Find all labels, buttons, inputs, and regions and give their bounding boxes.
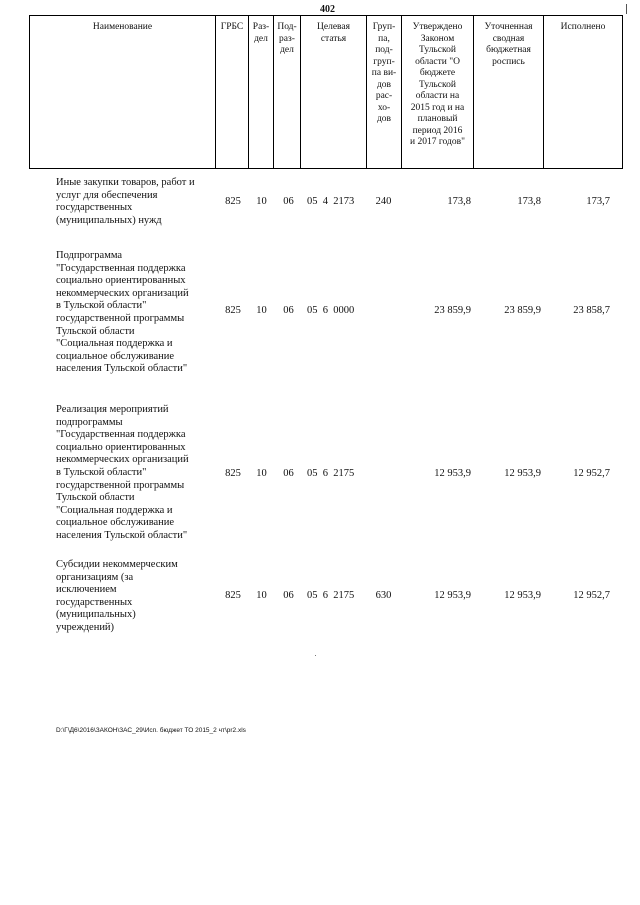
header-razdel: Раз- дел [249, 16, 274, 168]
row-name: Иные закупки товаров, работ и услуг для обеспечения государственных (муниципальных) нужд [56, 177, 195, 226]
header-target-article: Целевая статья [301, 16, 367, 168]
header-expense-group: Груп- па, под- груп- па ви- дов рас- хо- дов [367, 16, 402, 168]
row-approved: 23 859,9 [434, 305, 471, 316]
row-target-article: 05 6 0000 [307, 305, 355, 316]
header-refined: Уточненная сводная бюджетная роспись [474, 16, 544, 168]
row-grbs: 825 [225, 305, 241, 316]
header-executed: Исполнено [544, 16, 623, 168]
header-grbs: ГРБС [216, 16, 249, 168]
row-executed: 12 952,7 [573, 590, 610, 601]
row-grbs: 825 [225, 196, 241, 207]
row-approved: 12 953,9 [434, 468, 471, 479]
row-podrazdel: 06 [283, 196, 294, 207]
row-podrazdel: 06 [283, 468, 294, 479]
row-executed: 173,7 [586, 196, 610, 207]
footer-file-path: D:\Г\Д6\2016\ЗАКОН\ЗАС_29\Исп. бюджет ТО 2015_2 чт\pr2.xls [56, 727, 246, 734]
header-podrazdel: Под- раз- дел [274, 16, 301, 168]
row-podrazdel: 06 [283, 590, 294, 601]
row-refined: 23 859,9 [504, 305, 541, 316]
row-name: Подпрограмма "Государственная поддержка социально ориентированных некоммерческих организаций в Тульской области" государственной программы Тульской области "Социальная поддержка и социальное обслуживание населения Тульской области" [56, 250, 189, 375]
row-name: Субсидии некоммерческим организациям (за исключением государственных (муниципальных) учреждений) [56, 559, 178, 633]
row-refined: 173,8 [517, 196, 541, 207]
row-expense-group: 240 [375, 196, 392, 207]
row-target-article: 05 6 2175 [307, 590, 355, 601]
row-grbs: 825 [225, 590, 241, 601]
page-number: 402 [320, 4, 335, 15]
scan-mark [626, 4, 629, 14]
row-expense-group: 630 [375, 590, 392, 601]
header-name: Наименование [30, 16, 216, 168]
row-razdel: 10 [256, 196, 267, 207]
row-target-article: 05 4 2173 [307, 196, 355, 207]
row-executed: 12 952,7 [573, 468, 610, 479]
row-name: Реализация мероприятий подпрограммы "Государственная поддержка социально ориентированных некоммерческих организаций в Тульской области" государственной программы Тульской области "Социальная поддержка и социальное обслуживание населения Тульской области" [56, 404, 189, 541]
row-refined: 12 953,9 [504, 590, 541, 601]
row-approved: 12 953,9 [434, 590, 471, 601]
row-razdel: 10 [256, 305, 267, 316]
scan-dot [315, 655, 316, 656]
table-header [29, 15, 623, 169]
row-executed: 23 858,7 [573, 305, 610, 316]
row-grbs: 825 [225, 468, 241, 479]
row-razdel: 10 [256, 590, 267, 601]
row-razdel: 10 [256, 468, 267, 479]
row-podrazdel: 06 [283, 305, 294, 316]
row-refined: 12 953,9 [504, 468, 541, 479]
row-approved: 173,8 [447, 196, 471, 207]
header-approved: Утверждено Законом Тульской области "О бюджете Тульской области на 2015 год и на плановый период 2016 и 2017 годов" [402, 16, 474, 168]
row-target-article: 05 6 2175 [307, 468, 355, 479]
